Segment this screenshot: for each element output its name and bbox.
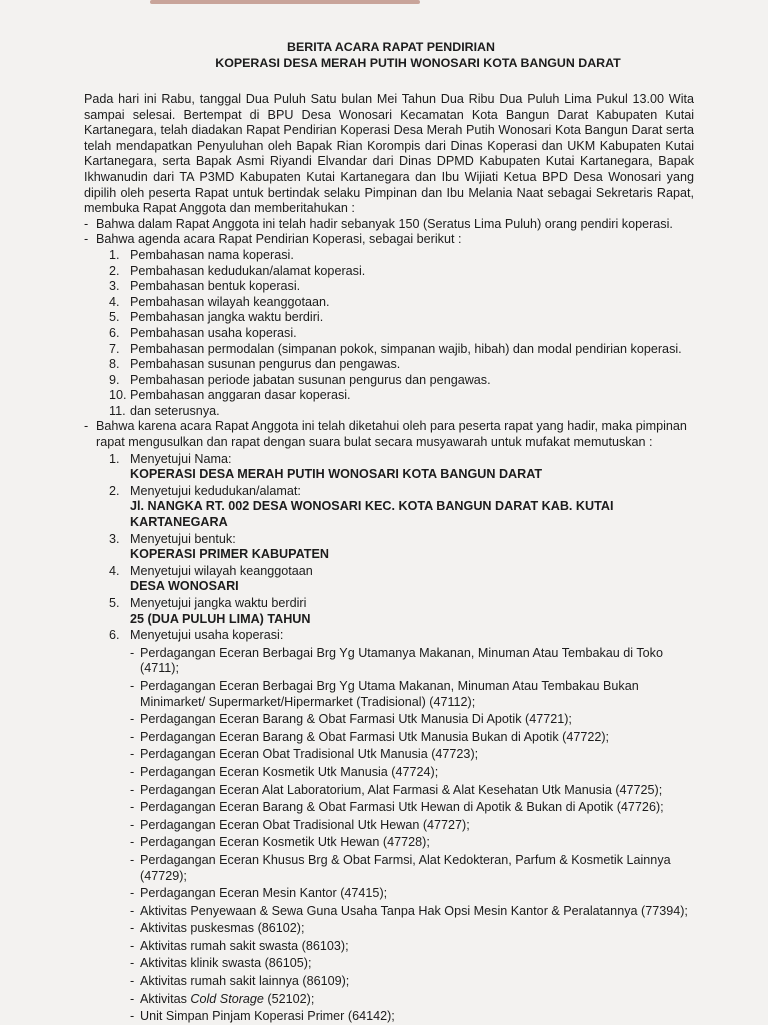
decision-value: KOPERASI PRIMER KABUPATEN [130, 547, 329, 562]
decision-value: KOPERASI DESA MERAH PUTIH WONOSARI KOTA BANGUN DARAT [130, 467, 543, 482]
decision-item [109, 532, 694, 563]
agenda-number: 8. [109, 357, 120, 372]
decision-label: Menyetujui usaha koperasi: [130, 628, 284, 643]
agenda-list [96, 248, 694, 420]
agenda-number: 6. [109, 325, 120, 340]
decision-number: 4. [109, 563, 120, 578]
agenda-number: 7. [109, 341, 120, 356]
agenda-number: 1. [109, 247, 120, 262]
decision-item [109, 628, 694, 1025]
business-activity-item: - Perdagangan Eceran Kosmetik Utk Hewan (47728); [130, 835, 694, 851]
business-activity-item: - Perdagangan Eceran Mesin Kantor (47415); [130, 886, 694, 902]
agenda-item [109, 310, 694, 326]
decision-label: Menyetujui wilayah keanggotaan [130, 563, 313, 578]
agenda-text: dan seterusnya. [130, 403, 220, 418]
agenda-item [109, 342, 694, 358]
business-activity-item: - Aktivitas rumah sakit lainnya (86109); [130, 974, 694, 990]
decision-item [109, 564, 694, 595]
agenda-text: Pembahasan nama koperasi. [130, 247, 294, 262]
business-activity-list [130, 646, 694, 1025]
business-activity-item: - Aktivitas Penyewaan & Sewa Guna Usaha Tanpa Hak Opsi Mesin Kantor & Peralatannya (77394); [130, 904, 694, 920]
agenda-point [84, 232, 694, 419]
decision-intro: Bahwa karena acara Rapat Anggota ini telah diketahui oleh para peserta rapat yang hadir, maka pimpinan rapat mengusulkan dan rapat dengan suara bulat secara musyawarah untuk mufakat memutuskan : [96, 419, 687, 450]
agenda-number: 2. [109, 263, 120, 278]
attendance-point: - Bahwa dalam Rapat Anggota ini telah hadir sebanyak 150 (Seratus Lima Puluh) orang pendiri koperasi. [84, 217, 694, 233]
decision-number: 3. [109, 531, 120, 546]
decision-number: 5. [109, 596, 120, 610]
business-activity-item: - Perdagangan Eceran Alat Laboratorium, Alat Farmasi & Alat Kesehatan Utk Manusia (47725); [130, 783, 694, 799]
agenda-item [109, 388, 694, 404]
business-activity-item: - Aktivitas klinik swasta (86105); [130, 956, 694, 972]
agenda-number: 4. [109, 294, 120, 309]
top-edge-mark [150, 0, 420, 4]
main-points [84, 217, 694, 1025]
agenda-text: Pembahasan susunan pengurus dan pengawas. [130, 357, 401, 372]
agenda-item [109, 404, 694, 420]
decision-number: 2. [109, 483, 120, 498]
business-activity-item: - Perdagangan Eceran Berbagai Brg Yg Utama Makanan, Minuman Atau Tembakau Bukan Minimarket/ Supermarket/Hipermarket (Tradisional) (47112); [130, 679, 694, 710]
document-page [84, 40, 694, 1025]
decision-point [84, 419, 694, 1024]
agenda-text: Pembahasan usaha koperasi. [130, 325, 297, 340]
business-activity-item: - Aktivitas Cold Storage (52102); [130, 992, 694, 1008]
decision-number: 6. [109, 628, 120, 643]
agenda-item [109, 373, 694, 389]
business-activity-item: - Perdagangan Eceran Obat Tradisional Utk Manusia (47723); [130, 747, 694, 763]
business-activity-item: - Perdagangan Eceran Barang & Obat Farmasi Utk Manusia Di Apotik (47721); [130, 712, 694, 728]
agenda-item [109, 357, 694, 373]
agenda-text: Pembahasan periode jabatan susunan pengurus dan pengawas. [130, 372, 491, 387]
business-activity-item: - Perdagangan Eceran Khusus Brg & Obat Farmsi, Alat Kedokteran, Parfum & Kosmetik Lainnya (47729); [130, 853, 694, 884]
business-activity-item: - Aktivitas rumah sakit swasta (86103); [130, 939, 694, 955]
decision-item [109, 596, 694, 627]
decision-item [109, 452, 694, 483]
agenda-text: Pembahasan anggaran dasar koperasi. [130, 388, 351, 403]
agenda-number: 3. [109, 279, 120, 294]
agenda-number: 5. [109, 310, 120, 325]
decision-number: 1. [109, 451, 120, 466]
business-activity-item: - Perdagangan Eceran Kosmetik Utk Manusia (47724); [130, 765, 694, 781]
business-activity-item: - Perdagangan Eceran Obat Tradisional Utk Hewan (47727); [130, 818, 694, 834]
business-activity-item: - Perdagangan Eceran Barang & Obat Farmasi Utk Manusia Bukan di Apotik (47722); [130, 730, 694, 746]
intro-paragraph: Pada hari ini Rabu, tanggal Dua Puluh Satu bulan Mei Tahun Dua Ribu Dua Puluh Lima Pukul 13.00 Wita sampai selesai. Bertempat di BPU Desa Wonosari Kecamatan Kota Bangun Darat Kabupaten Kutai Kartanegara, telah diadakan Rapat Pendirian Koperasi Desa Merah Putih Wonosari Kota Bangun Darat serta telah mendapatkan Penyuluhan oleh Bapak Rian Korompis dari Dinas Koperasi dan UKM Kabupaten Kutai Kartanegara, serta Bapak Asmi Riyandi Elvandar dari Dinas DPMD Kabupaten Kutai Kartanegara, Bapak Ikhwanudin dari TA P3MD Kabupaten Kutai Kartanegara dan Ibu Wijiati Ketua BPD Desa Wonosari yang dipilih oleh peserta Rapat untuk bertindak selaku Pimpinan dan Ibu Melania Naat sebagai Sekretaris Rapat, membuka Rapat Anggota dan memberitahukan : [84, 92, 694, 216]
agenda-text: Pembahasan bentuk koperasi. [130, 279, 301, 294]
decision-label: Menyetujui kedudukan/alamat: [130, 483, 301, 498]
business-activity-item: - Aktivitas puskesmas (86102); [130, 921, 694, 937]
document-title: BERITA ACARA RAPAT PENDIRIAN [287, 40, 495, 54]
decision-value: Jl. NANGKA RT. 002 DESA WONOSARI KEC. KOTA BANGUN DARAT KAB. KUTAI KARTANEGARA [130, 499, 614, 530]
agenda-text: Pembahasan wilayah keanggotaan. [130, 294, 330, 309]
agenda-item [109, 326, 694, 342]
agenda-number: 10. [109, 388, 127, 403]
decision-item [109, 484, 694, 531]
business-activity-item: - Unit Simpan Pinjam Koperasi Primer (64142); [130, 1009, 694, 1025]
business-activity-item: - Perdagangan Eceran Berbagai Brg Yg Utamanya Makanan, Minuman Atau Tembakau di Toko (4711); [130, 646, 694, 677]
decision-label: Menyetujui bentuk: [130, 531, 236, 546]
business-activity-item: - Perdagangan Eceran Barang & Obat Farmasi Utk Hewan di Apotik & Bukan di Apotik (47726); [130, 800, 694, 816]
agenda-text: Pembahasan jangka waktu berdiri. [130, 310, 324, 325]
agenda-text: Pembahasan kedudukan/alamat koperasi. [130, 263, 366, 278]
decision-list [96, 452, 694, 1025]
agenda-item [109, 248, 694, 264]
agenda-item [109, 279, 694, 295]
document-subtitle: KOPERASI DESA MERAH PUTIH WONOSARI KOTA BANGUN DARAT [215, 55, 621, 70]
agenda-item [109, 295, 694, 311]
agenda-intro: Bahwa agenda acara Rapat Pendirian Koperasi, sebagai berikut : [96, 232, 462, 247]
decision-value: 25 (DUA PULUH LIMA) TAHUN [130, 611, 311, 626]
decision-value: DESA WONOSARI [130, 579, 239, 594]
agenda-item [109, 264, 694, 280]
agenda-text: Pembahasan permodalan (simpanan pokok, simpanan wajib, hibah) dan modal pendirian koperasi. [130, 341, 682, 356]
decision-label: Menyetujui Nama: [130, 451, 232, 466]
agenda-number: 11. [109, 403, 126, 418]
agenda-number: 9. [109, 372, 120, 387]
decision-label: Menyetujui jangka waktu berdiri [130, 596, 307, 610]
